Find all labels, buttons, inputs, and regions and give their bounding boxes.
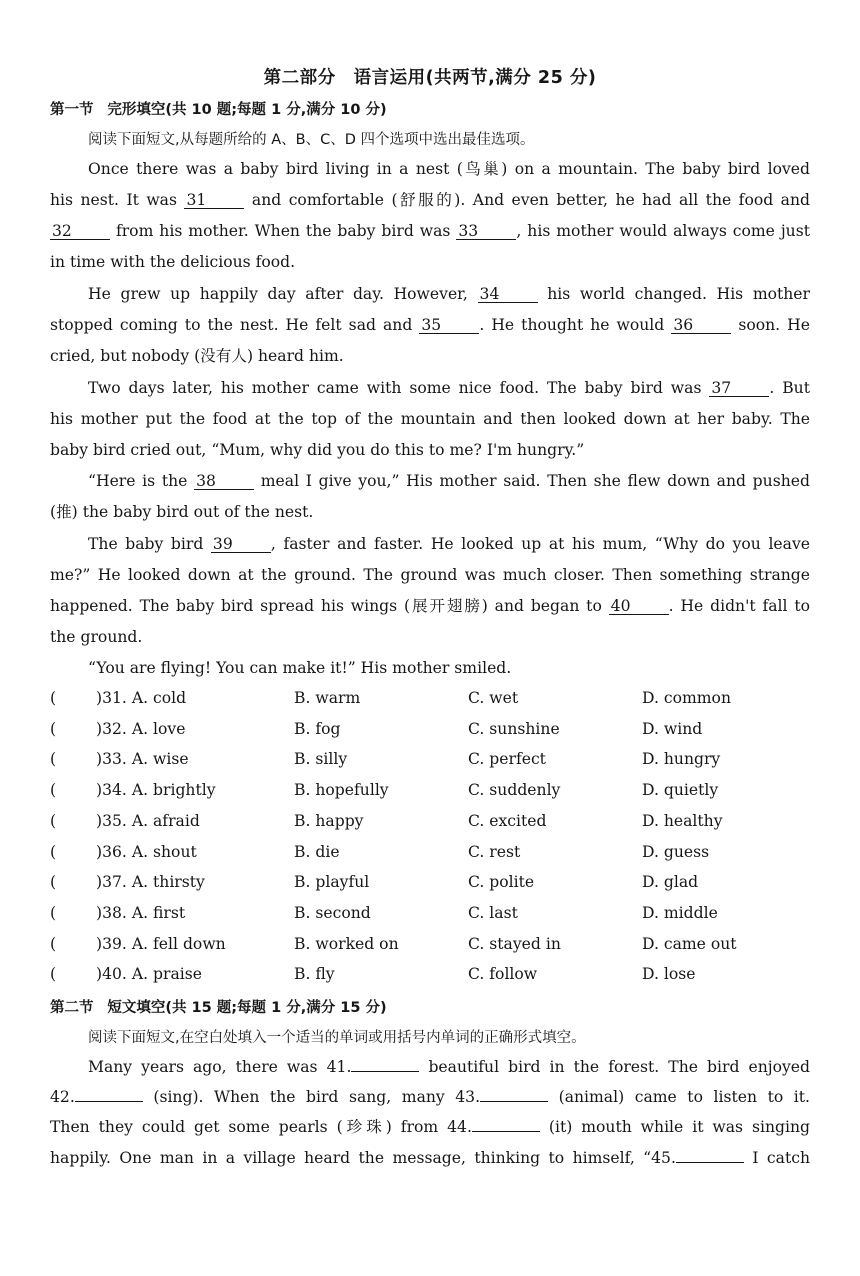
option-b: B. fog xyxy=(294,719,341,738)
option-c: C. wet xyxy=(468,689,519,707)
section1-instruction: 阅读下面短文,从每题所给的 A、B、C、D 四个选项中选出最佳选项。 xyxy=(88,132,535,148)
option-d: D. came out xyxy=(642,934,737,953)
text: . He didn't fall to xyxy=(668,597,810,615)
text: happily. One man in a village heard the message, thinking to himself, “45. xyxy=(50,1149,676,1167)
option-c: C. perfect xyxy=(468,750,546,769)
option-row xyxy=(50,935,810,957)
option-row xyxy=(50,781,810,803)
blank-32: 32 xyxy=(50,223,110,240)
option-a: )35. A. afraid xyxy=(96,811,200,830)
text: The baby bird xyxy=(88,535,204,553)
text: Then they could get some pearls (珍珠) from 44. xyxy=(50,1118,472,1136)
text: from his mother. When the baby bird was xyxy=(115,222,451,240)
option-row xyxy=(50,689,810,711)
blank-31: 31 xyxy=(184,192,244,209)
option-row xyxy=(50,965,810,987)
option-a: )32. A. love xyxy=(96,719,186,738)
blank-42 xyxy=(75,1101,143,1102)
answer-paren[interactable]: ( xyxy=(50,689,57,707)
text: soon. He xyxy=(738,316,810,334)
blank-40: 40 xyxy=(609,598,669,615)
blank-34: 34 xyxy=(478,286,538,303)
answer-paren[interactable]: ( xyxy=(50,811,57,830)
option-a: )38. A. first xyxy=(96,903,186,922)
option-c: C. polite xyxy=(468,873,535,892)
option-a: )40. A. praise xyxy=(96,965,202,984)
option-d: D. common xyxy=(642,689,731,707)
option-c: C. last xyxy=(468,903,518,922)
option-b: B. die xyxy=(294,842,340,861)
option-d: D. middle xyxy=(642,903,718,922)
answer-paren[interactable]: ( xyxy=(50,873,57,892)
blank-33: 33 xyxy=(456,223,516,240)
blank-44 xyxy=(472,1131,540,1132)
passage1-line xyxy=(88,534,810,554)
option-row xyxy=(50,812,810,834)
text: (it) mouth while it was singing xyxy=(548,1118,810,1136)
passage1-line: baby bird cried out, “Mum, why did you do this to me? I'm hungry.” xyxy=(50,441,585,459)
option-row xyxy=(50,904,810,926)
section1-number: 第一节 xyxy=(50,102,94,118)
text: I catch xyxy=(752,1149,810,1167)
part-title: 第二部分 语言运用(共两节,满分 25 分) xyxy=(263,68,597,88)
passage1-line xyxy=(50,315,810,335)
option-a: )33. A. wise xyxy=(96,750,189,769)
text: . He thought he would xyxy=(479,316,665,334)
option-b: B. fly xyxy=(294,965,335,984)
text: 42. xyxy=(50,1088,75,1106)
passage1-line xyxy=(50,596,810,616)
text: (animal) came to listen to it. xyxy=(558,1088,810,1106)
blank-36: 36 xyxy=(671,317,731,334)
option-b: B. warm xyxy=(294,689,361,707)
option-a: )34. A. brightly xyxy=(96,781,216,800)
text: his nest. It was xyxy=(50,191,177,209)
passage1-line xyxy=(50,190,810,210)
option-b: B. happy xyxy=(294,811,364,830)
text: . But xyxy=(769,379,810,397)
option-b: B. second xyxy=(294,903,371,922)
passage1-line: Once there was a baby bird living in a nest (鸟巢) on a mountain. The baby bird loved xyxy=(88,160,810,178)
option-c: C. excited xyxy=(468,811,547,830)
text: happened. The baby bird spread his wings (展开翅膀) and began to xyxy=(50,597,602,615)
blank-45 xyxy=(676,1162,744,1163)
passage2-line xyxy=(50,1148,810,1168)
answer-paren[interactable]: ( xyxy=(50,719,57,738)
passage1-line: in time with the delicious food. xyxy=(50,253,296,271)
text: Many years ago, there was 41. xyxy=(88,1058,352,1076)
section2-number: 第二节 xyxy=(50,1000,94,1016)
option-row xyxy=(50,873,810,895)
option-row xyxy=(50,720,810,742)
option-a: )37. A. thirsty xyxy=(96,873,205,892)
option-d: D. glad xyxy=(642,873,699,892)
blank-43 xyxy=(480,1101,548,1102)
option-d: D. healthy xyxy=(642,811,723,830)
passage1-line xyxy=(88,378,810,398)
answer-paren[interactable]: ( xyxy=(50,965,57,984)
option-d: D. quietly xyxy=(642,781,719,800)
blank-37: 37 xyxy=(709,380,769,397)
passage1-line: the ground. xyxy=(50,628,143,646)
passage1-line: cried, but nobody (没有人) heard him. xyxy=(50,347,344,365)
option-b: B. silly xyxy=(294,750,348,769)
option-b: B. worked on xyxy=(294,934,399,953)
option-c: C. stayed in xyxy=(468,934,561,953)
answer-paren[interactable]: ( xyxy=(50,903,57,922)
option-d: D. lose xyxy=(642,965,696,984)
passage2-line xyxy=(50,1087,810,1107)
option-c: C. follow xyxy=(468,965,538,984)
text: , faster and faster. He looked up at his mum, “Why do you leave xyxy=(270,535,810,553)
answer-paren[interactable]: ( xyxy=(50,934,57,953)
passage1-line xyxy=(88,471,810,491)
blank-35: 35 xyxy=(419,317,479,334)
text: “Here is the xyxy=(88,472,188,490)
text: , his mother would always come just xyxy=(516,222,810,240)
text: and comfortable (舒服的). And even better, he had all the food and xyxy=(251,191,810,209)
text: beautiful bird in the forest. The bird enjoyed xyxy=(428,1058,810,1076)
passage2-line xyxy=(88,1057,810,1077)
passage1-line xyxy=(88,284,810,304)
text: meal I give you,” His mother said. Then she flew down and pushed xyxy=(260,472,810,490)
passage1-line: me?” He looked down at the ground. The ground was much closer. Then something strange xyxy=(50,566,810,584)
option-d: D. wind xyxy=(642,719,703,738)
section1-heading xyxy=(50,98,387,119)
section2-type: 短文填空(共 15 题;每题 1 分,满分 15 分) xyxy=(107,1000,387,1016)
passage1-line: (推) the baby bird out of the nest. xyxy=(50,503,314,521)
passage1-line xyxy=(50,221,810,241)
text: He grew up happily day after day. However, xyxy=(88,285,468,303)
option-a: )31. A. cold xyxy=(96,689,187,707)
text: (sing). When the bird sang, many 43. xyxy=(153,1088,481,1106)
option-c: C. sunshine xyxy=(468,719,560,738)
section1-type: 完形填空(共 10 题;每题 1 分,满分 10 分) xyxy=(107,102,387,118)
section2-heading xyxy=(50,996,387,1017)
answer-paren[interactable]: ( xyxy=(50,842,57,861)
section2-instruction: 阅读下面短文,在空白处填入一个适当的单词或用括号内单词的正确形式填空。 xyxy=(88,1030,586,1046)
text: his world changed. His mother xyxy=(547,285,810,303)
passage2-line xyxy=(50,1117,810,1137)
option-b: B. playful xyxy=(294,873,370,892)
answer-paren[interactable]: ( xyxy=(50,750,57,769)
option-b: B. hopefully xyxy=(294,781,389,800)
passage1-line: “You are flying! You can make it!” His mother smiled. xyxy=(88,659,512,677)
blank-38: 38 xyxy=(194,473,254,490)
blank-41 xyxy=(351,1071,419,1072)
option-d: D. hungry xyxy=(642,750,721,769)
option-row xyxy=(50,843,810,865)
option-a: )39. A. fell down xyxy=(96,934,226,953)
passage1-line: his mother put the food at the top of the mountain and then looked down at her baby. The xyxy=(50,410,810,428)
option-row xyxy=(50,750,810,772)
option-c: C. suddenly xyxy=(468,781,561,800)
option-c: C. rest xyxy=(468,842,521,861)
text: stopped coming to the nest. He felt sad and xyxy=(50,316,413,334)
text: Two days later, his mother came with some nice food. The baby bird was xyxy=(88,379,702,397)
blank-39: 39 xyxy=(211,536,271,553)
answer-paren[interactable]: ( xyxy=(50,781,57,800)
option-d: D. guess xyxy=(642,842,710,861)
option-a: )36. A. shout xyxy=(96,842,197,861)
